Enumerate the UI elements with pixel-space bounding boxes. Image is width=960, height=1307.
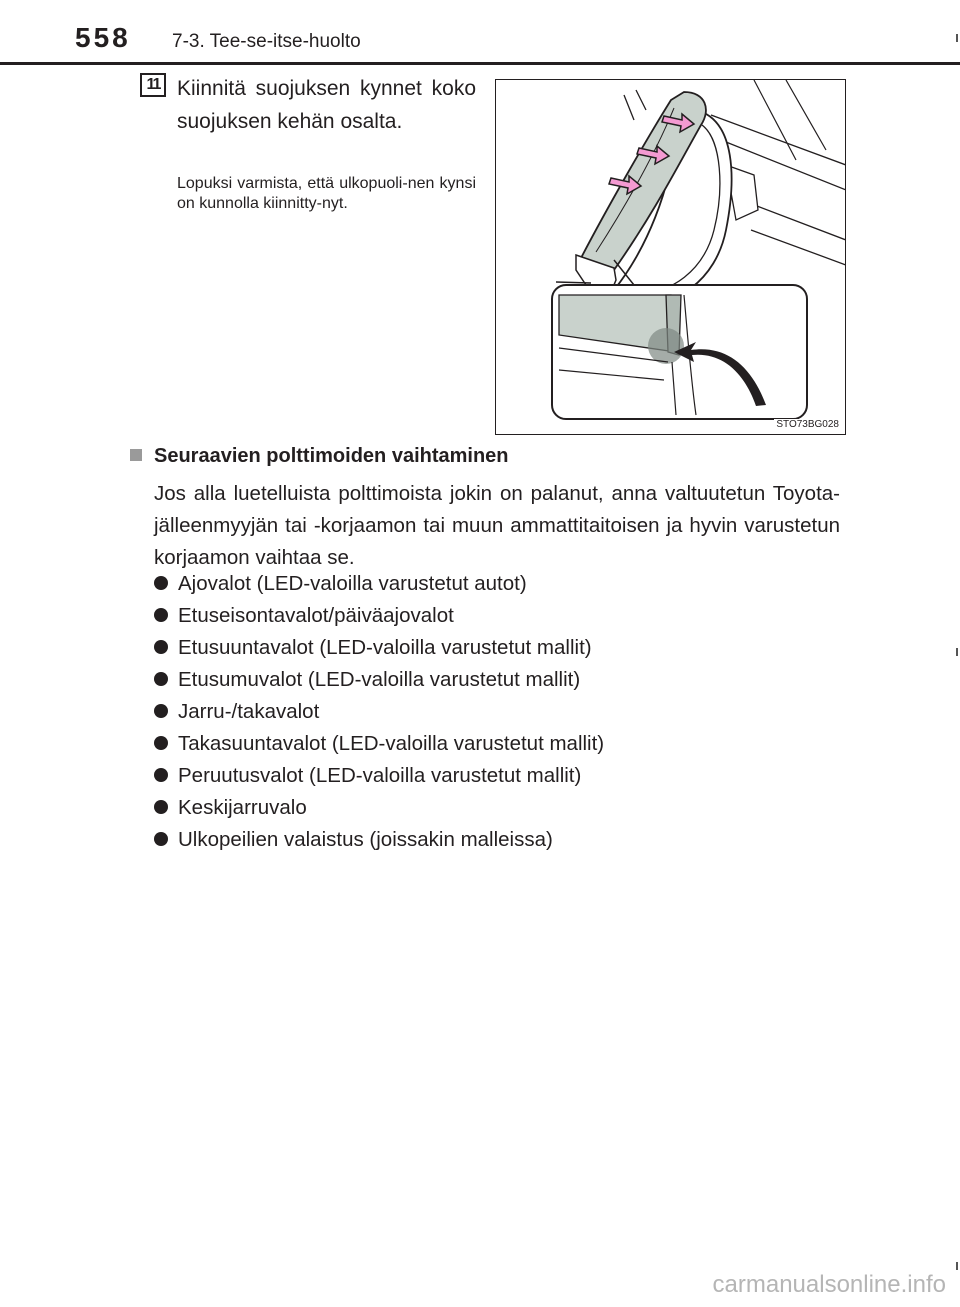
- list-item: Takasuuntavalot (LED-valoilla varustetut mallit): [154, 728, 604, 760]
- bullet-dot-icon: [154, 832, 168, 846]
- mirror-cover-illustration: [495, 79, 846, 435]
- list-item: Etusuuntavalot (LED-valoilla varustetut mallit): [154, 632, 604, 664]
- list-item: Keskijarruvalo: [154, 792, 604, 824]
- list-item: Ulkopeilien valaistus (joissakin malleissa): [154, 824, 604, 856]
- figure-code: STO73BG028: [776, 419, 839, 430]
- step-note: Lopuksi varmista, että ulkopuoli-nen kynsi on kunnolla kiinnitty-nyt.: [177, 175, 476, 212]
- bullet-dot-icon: [154, 640, 168, 654]
- edge-tick: [956, 1262, 958, 1270]
- square-bullet-icon: [130, 449, 142, 461]
- step-instruction: Kiinnitä suojuksen kynnet koko suojuksen kehän osalta.: [177, 77, 476, 133]
- list-item: Ajovalot (LED-valoilla varustetut autot): [154, 568, 604, 600]
- bullet-dot-icon: [154, 736, 168, 750]
- edge-tick: [956, 34, 958, 42]
- edge-tick: [956, 648, 958, 656]
- list-item: Jarru-/takavalot: [154, 696, 604, 728]
- watermark: carmanualsonline.info: [712, 1271, 946, 1298]
- step-number-badge: 11: [140, 73, 166, 97]
- bulb-list: [154, 568, 604, 856]
- mirror-cover-drawing: [496, 80, 846, 435]
- bullet-dot-icon: [154, 576, 168, 590]
- header-rule: [0, 62, 960, 65]
- bullet-dot-icon: [154, 768, 168, 782]
- page-number: 558: [75, 22, 131, 53]
- bullet-dot-icon: [154, 672, 168, 686]
- list-item: Peruutusvalot (LED-valoilla varustetut mallit): [154, 760, 604, 792]
- bullet-dot-icon: [154, 800, 168, 814]
- section-heading: [130, 445, 509, 468]
- bullet-dot-icon: [154, 704, 168, 718]
- bullet-dot-icon: [154, 608, 168, 622]
- section-title: 7-3. Tee-se-itse-huolto: [172, 31, 361, 52]
- section-paragraph: Jos alla luetelluista polttimoista jokin on palanut, anna valtuutetun Toyota-jälleenmyyjän tai -korjaamon tai muun ammattitaitoisen ja hyvin varustetun korjaamon vaihtaa se.: [154, 482, 840, 569]
- list-item: Etusumuvalot (LED-valoilla varustetut mallit): [154, 664, 604, 696]
- section-heading-text: Seuraavien polttimoiden vaihtaminen: [154, 445, 509, 467]
- list-item: Etuseisontavalot/päiväajovalot: [154, 600, 604, 632]
